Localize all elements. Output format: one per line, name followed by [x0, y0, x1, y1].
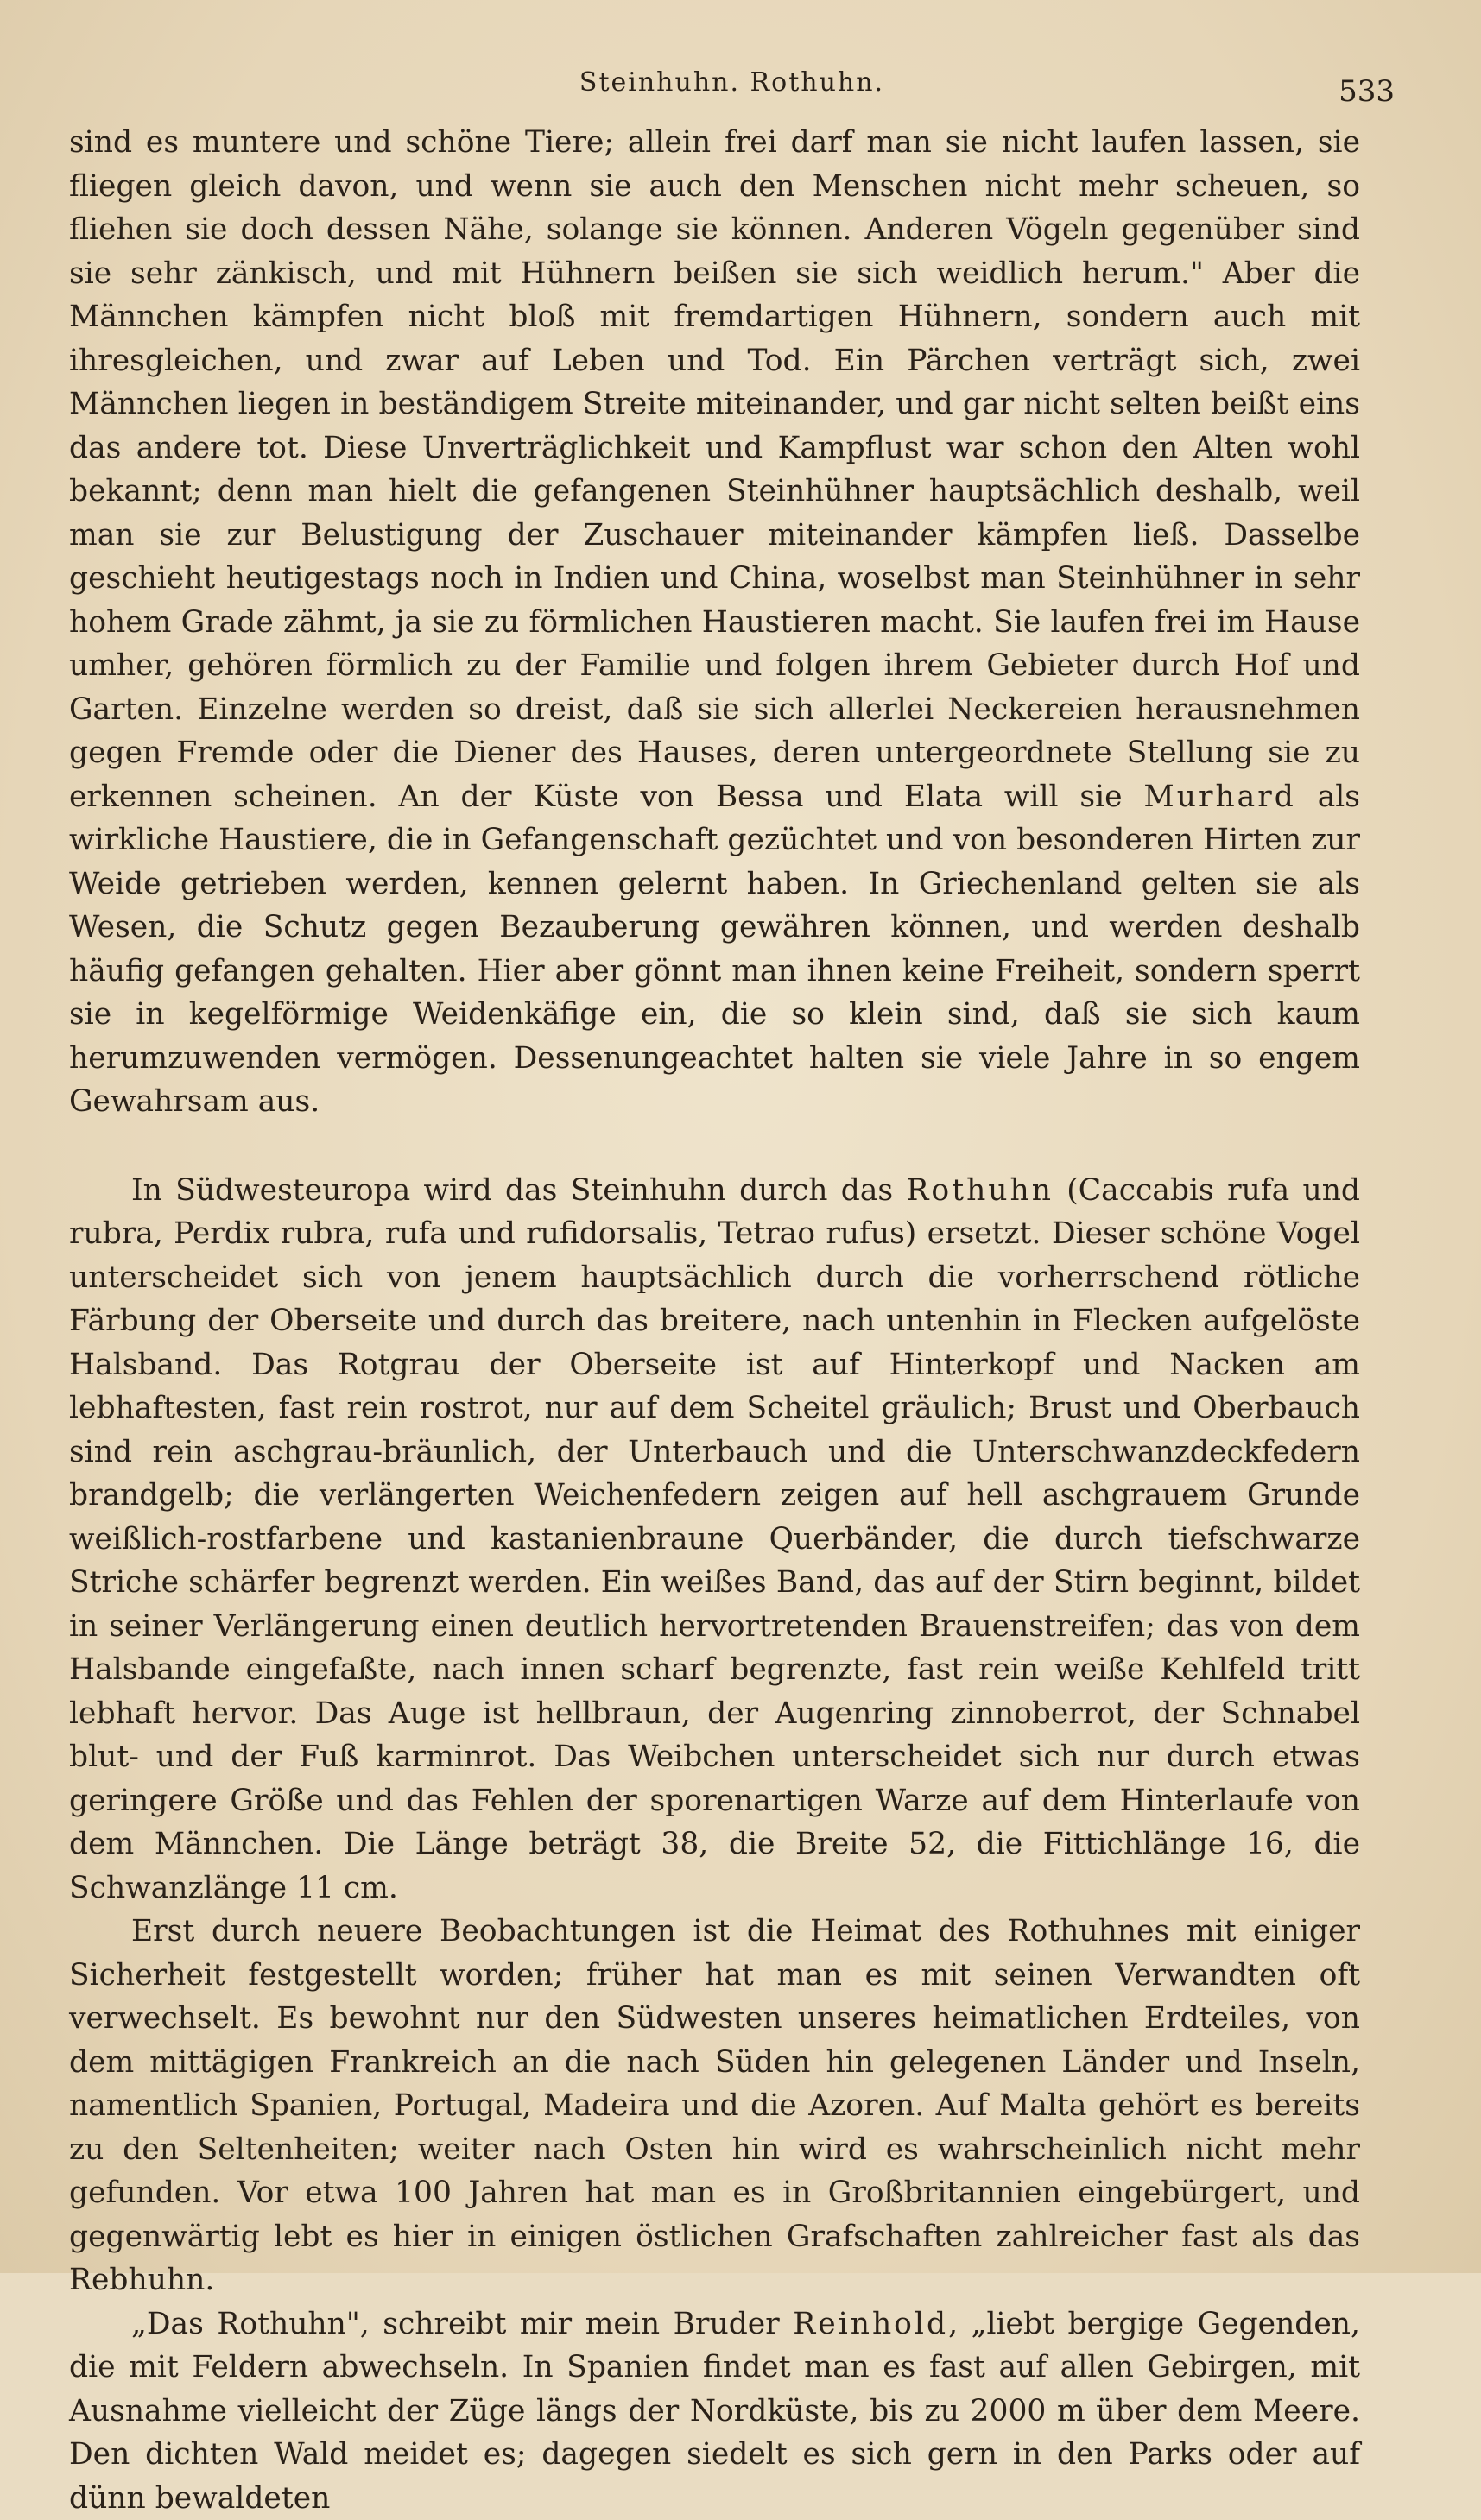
page-header — [69, 67, 1395, 111]
running-title: Steinhuhn. Rothuhn. — [69, 67, 1395, 98]
paragraph-text: als wirkliche Haustiere, die in Gefangenschaft gezüchtet und von besonderen Hirten zur Weide getrieben werden, kennen gelernt haben. In Griechenland gelten sie als Wesen, die Schutz gegen Bezauberung gewähren können, und werden deshalb häufig gefangen gehalten. Hier aber gönnt man ihnen keine Freiheit, sondern sperrt sie in kegelförmige Weidenkäfige ein, die so klein sind, daß sie sich kaum herumzuwenden vermögen. Dessenungeachtet halten sie viele Jahre in so engem Gewahrsam aus. — [69, 780, 1360, 1120]
paragraph-text: In Südwesteuropa wird das Steinhuhn durch das — [131, 1173, 893, 1208]
paragraph-text: ersetzt. Dieser schöne Vogel unterscheidet sich von jenem hauptsächlich durch die vorherrschend rötliche Färbung der Oberseite und durch das breitere, nach untenhin in Flecken aufgelöste Halsband. Das Rotgrau der Oberseite ist auf Hinterkopf und Nacken am lebhaftesten, fast rein rostrot, nur auf dem Scheitel gräulich; Brust und Oberbauch sind rein aschgrau-bräunlich, der Unterbauch und die Unterschwanzdeckfedern brandgelb; die verlängerten Weichenfedern zeigen auf hell aschgrauem Grunde weißlich-rostfarbene und kastanienbraune Querbänder, die durch tiefschwarze Striche schärfer begrenzt werden. Ein weißes Band, das auf der Stirn beginnt, bildet in seiner Verlängerung einen deutlich hervortretenden Brauenstreifen; das von dem Halsbande eingefaßte, nach innen scharf begrenzte, fast rein weiße Kehlfeld tritt lebhaft hervor. Das Auge ist hellbraun, der Augenring zinnoberrot, der Schnabel blut- und der Fuß karminrot. Das Weibchen unterscheidet sich nur durch etwas geringere Größe und das Fehlen der sporenartigen Warze auf dem Hinterlaufe von dem Männchen. Die Länge beträgt 38, die Breite 52, die Fittichlänge 16, die Schwanzlänge 11 cm. — [69, 1216, 1360, 1905]
paragraph-steinhuhn-captivity — [69, 121, 1360, 1124]
page-number: 533 — [1339, 74, 1395, 109]
author-name: Murhard — [1143, 780, 1295, 814]
paragraph-rothuhn-description — [69, 1169, 1360, 1911]
paragraph-text: , „liebt bergige Gegenden, die mit Feldern abwechseln. In Spanien findet man es fast auf allen Gebirgen, mit Ausnahme vielleicht der Züge längs der Nordküste, bis zu 2000 m über dem Meere. Den dichten Wald meidet es; dagegen siedelt es sich gern in den Parks oder auf dünn bewaldeten — [69, 2307, 1360, 2516]
author-name: Reinhold — [793, 2307, 948, 2341]
paragraph-rothuhn-quote — [69, 2302, 1360, 2520]
latin-names: (Caccabis rufa und rubra, Perdix rubra, rufa und rufidorsalis, Tetrao rufus) — [69, 1173, 1360, 1252]
page-body — [69, 121, 1360, 2520]
species-name: Rothuhn — [906, 1173, 1054, 1208]
paragraph-rothuhn-range: Erst durch neuere Beobachtungen ist die Heimat des Rothuhnes mit einiger Sicherheit festgestellt worden; früher hat man es mit seinen Verwandten oft verwechselt. Es bewohnt nur den Südwesten unseres heimatlichen Erdteiles, von dem mittägigen Frankreich an die nach Süden hin gelegenen Länder und Inseln, namentlich Spanien, Portugal, Madeira und die Azoren. Auf Malta gehört es bereits zu den Seltenheiten; weiter nach Osten hin wird es wahrscheinlich nicht mehr gefunden. Vor etwa 100 Jahren hat man es in Großbritannien eingebürgert, und gegenwärtig lebt es hier in einigen östlichen Grafschaften zahlreicher fast als das Rebhuhn. — [69, 1910, 1360, 2302]
paragraph-text: „Das Rothuhn", schreibt mir mein Bruder — [131, 2307, 780, 2341]
paragraph-text: sind es muntere und schöne Tiere; allein frei darf man sie nicht laufen lassen, sie fliegen gleich davon, und wenn sie auch den Menschen nicht mehr scheuen, so fliehen sie doch dessen Nähe, solange sie können. Anderen Vögeln gegenüber sind sie sehr zänkisch, und mit Hühnern beißen sie sich weidlich herum." Aber die Männchen kämpfen nicht bloß mit fremdartigen Hühnern, sondern auch mit ihresgleichen, und zwar auf Leben und Tod. Ein Pärchen verträgt sich, zwei Männchen liegen in beständigem Streite miteinander, und gar nicht selten beißt eins das andere tot. Diese Unverträglichkeit und Kampflust war schon den Alten wohl bekannt; denn man hielt die gefangenen Steinhühner hauptsächlich deshalb, weil man sie zur Belustigung der Zuschauer miteinander kämpfen ließ. Dasselbe geschieht heutigestags noch in Indien und China, woselbst man Steinhühner in sehr hohem Grade zähmt, ja sie zu förmlichen Haustieren macht. Sie laufen frei im Hause umher, gehören förmlich zu der Familie und folgen ihrem Gebieter durch Hof und Garten. Einzelne werden so dreist, daß sie sich allerlei Neckereien herausnehmen gegen Fremde oder die Diener des Hauses, deren untergeordnete Stellung sie zu erkennen scheinen. An der Küste von Bessa und Elata will sie — [69, 125, 1360, 814]
